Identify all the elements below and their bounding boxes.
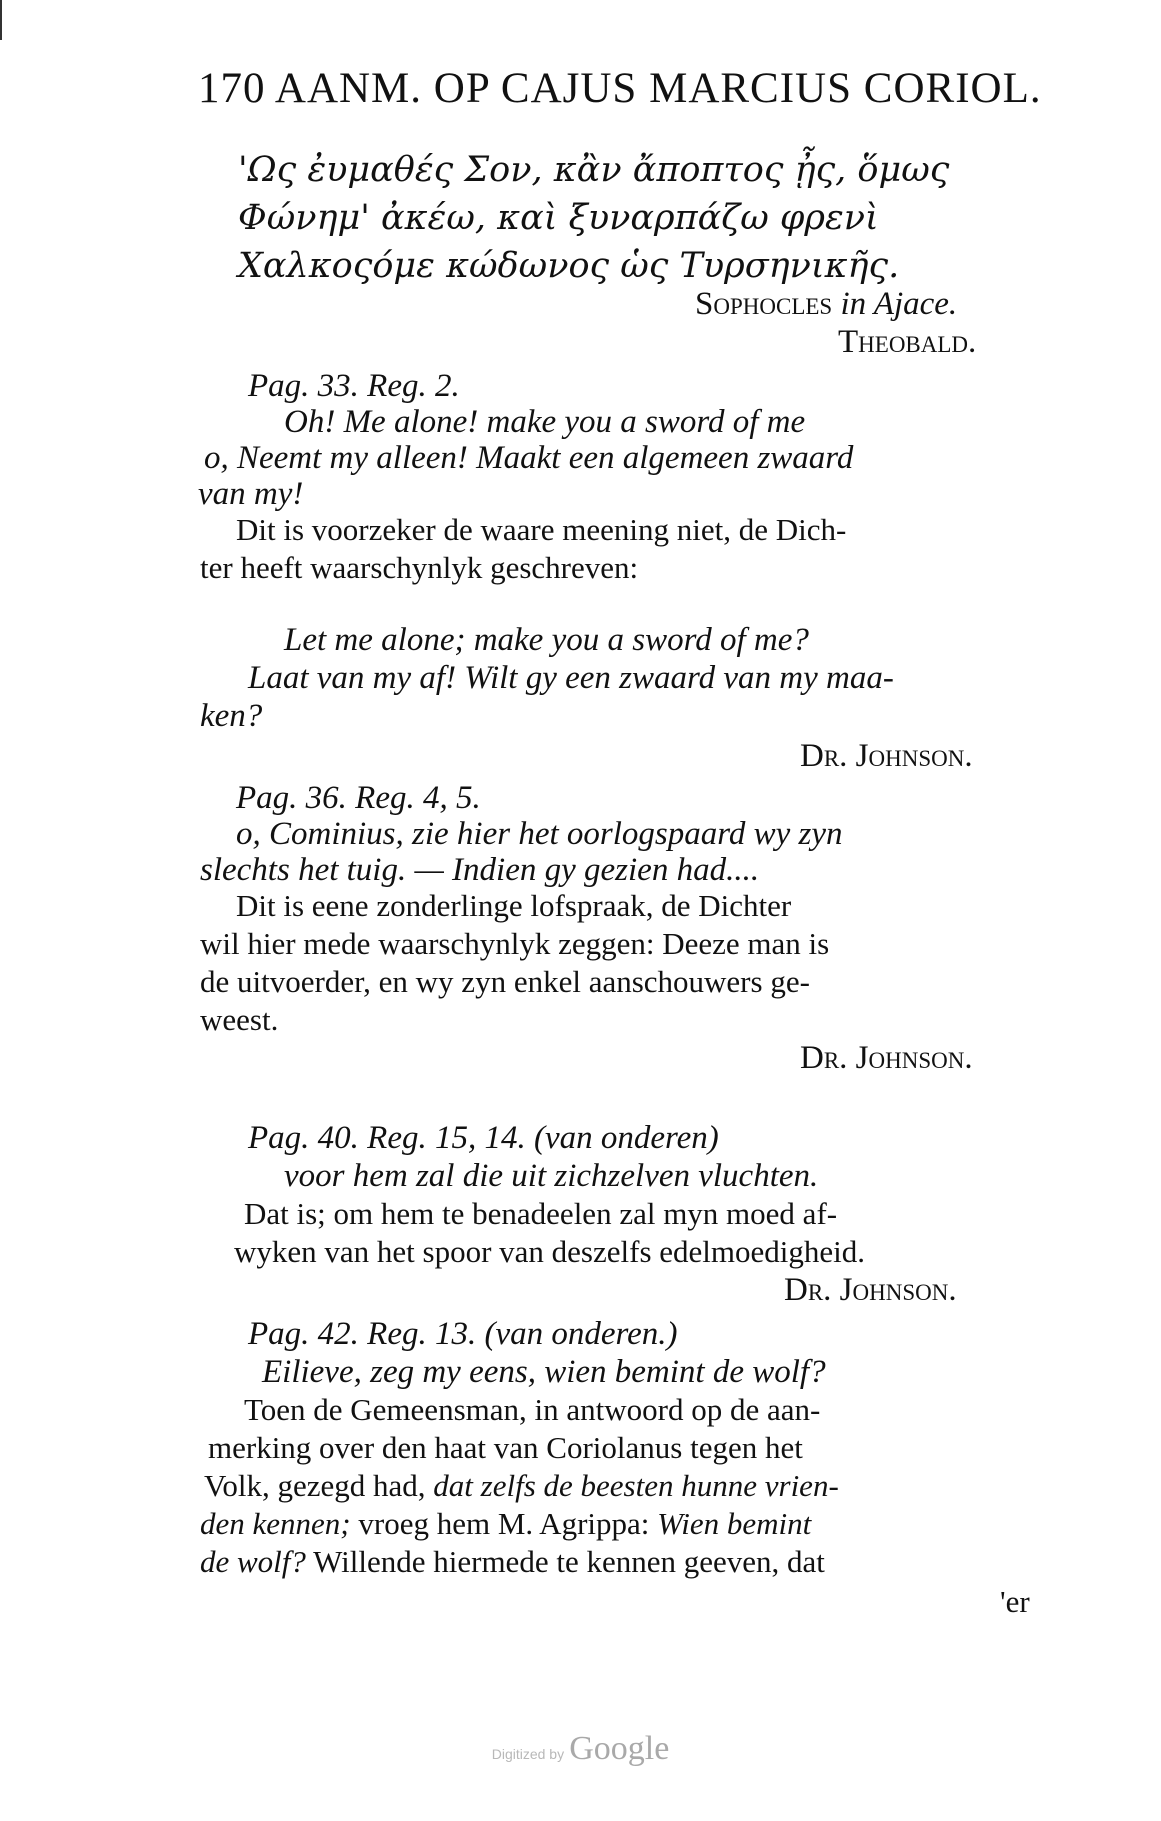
note-3-body-2: wyken van het spoor van deszelfs edelmoedigheid. [234,1234,866,1269]
catchword: 'er [1000,1584,1030,1619]
note-2-body-1: Dit is eene zonderlinge lofspraak, de Dichter [236,888,792,923]
greek-source: Sophocles in Ajace. [695,286,958,322]
note-1-emend-nl-2: ken? [200,698,263,734]
note-1-quote-en: Oh! Me alone! make you a sword of me [284,404,806,440]
note-1-reference: Pag. 33. Reg. 2. [248,368,460,404]
page-title: AANM. OP CAJUS MARCIUS CORIOL. [274,65,1042,112]
watermark-brand: Google [569,1730,670,1767]
greek-attribution: Theobald. [838,324,977,360]
note-1-body-1: Dit is voorzeker de waare meening niet, de Dich- [236,512,847,547]
page-number: 170 [198,65,266,112]
greek-line-1: 'Ως ἐυμαθές Σον, κἂν ἄποπτος ᾖς, ὅμως [238,150,950,190]
digitization-watermark [0,1730,1161,1768]
note-3-attribution: Dr. Johnson. [784,1272,957,1308]
note-1-quote-nl-2: van my! [198,476,304,512]
note-4-body-1: Toen de Gemeensman, in antwoord op de aan- [244,1392,821,1427]
running-header [198,64,1042,113]
note-2-body-4: weest. [200,1002,279,1037]
note-2-quote-nl-2: slechts het tuig. — Indien gy gezien had.... [200,852,760,888]
note-1-emend-nl-1: Laat van my af! Wilt gy een zwaard van my maa- [248,660,894,696]
note-4-body-4: den kennen; vroeg hem M. Agrippa: Wien bemint [200,1506,812,1541]
note-4-body-2: merking over den haat van Coriolanus tegen het [208,1430,803,1465]
note-2-reference: Pag. 36. Reg. 4, 5. [236,780,481,816]
note-4-body-3: Volk, gezegd had, dat zelfs de beesten hunne vrien- [204,1468,839,1503]
note-4-reference: Pag. 42. Reg. 13. (van onderen.) [248,1316,678,1352]
page-edge [0,0,2,40]
note-1-attribution: Dr. Johnson. [800,738,973,774]
greek-line-2: Φώνημ' ἀκέω, καὶ ξυναρπάζω φρενὶ [238,198,879,238]
note-3-reference: Pag. 40. Reg. 15, 14. (van onderen) [248,1120,719,1156]
greek-line-3: Χαλκοςόμε κώδωνος ὡς Τυρσηνικῆς. [238,246,900,286]
note-1-body-2: ter heeft waarschynlyk geschreven: [200,550,639,585]
note-1-emend-en: Let me alone; make you a sword of me? [284,622,809,658]
note-1-quote-nl-1: o, Neemt my alleen! Maakt een algemeen zwaard [204,440,854,476]
note-2-quote-nl-1: o, Cominius, zie hier het oorlogspaard wy zyn [236,816,843,852]
note-4-body-5: de wolf? Willende hiermede te kennen geeven, dat [200,1544,825,1579]
note-2-body-3: de uitvoerder, en wy zyn enkel aanschouwers ge- [200,964,810,999]
note-4-quote-nl: Eilieve, zeg my eens, wien bemint de wolf? [262,1354,826,1390]
note-3-body-1: Dat is; om hem te benadeelen zal myn moed af- [244,1196,838,1231]
note-2-body-2: wil hier mede waarschynlyk zeggen: Deeze man is [200,926,830,961]
watermark-prefix: Digitized by [491,1746,565,1762]
note-2-attribution: Dr. Johnson. [800,1040,973,1076]
note-3-quote-nl: voor hem zal die uit zichzelven vluchten. [284,1158,819,1194]
